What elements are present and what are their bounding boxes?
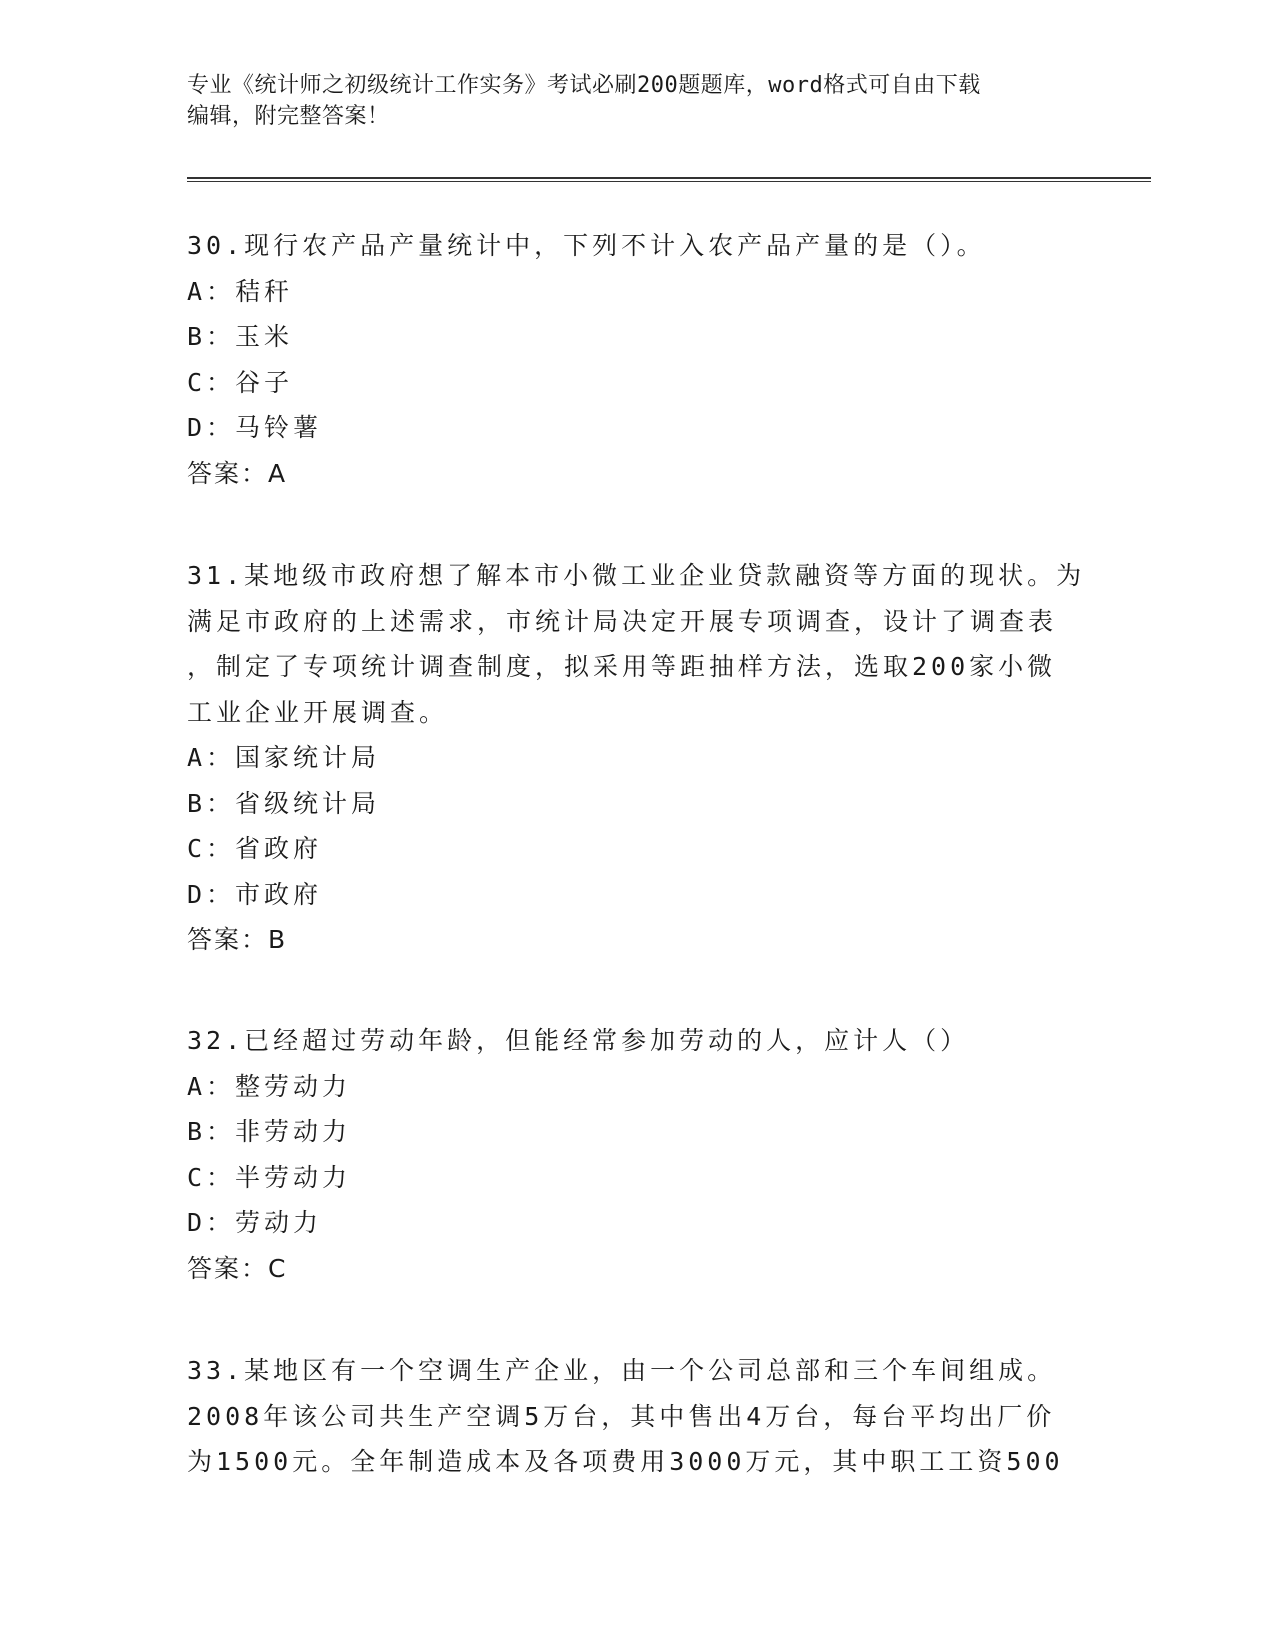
question-stem: 满足市政府的上述需求，市统计局决定开展专项调查，设计了调查表: [187, 606, 1058, 636]
option-a: A：国家统计局: [187, 743, 381, 772]
option-b: B：玉米: [187, 322, 294, 351]
question-stem: 32.已经超过劳动年龄，但能经常参加劳动的人，应计人（）: [187, 1026, 970, 1055]
question-stem: ，制定了专项统计调查制度，拟采用等距抽样方法，选取200家小微: [187, 652, 1057, 681]
option-b: B：非劳动力: [187, 1117, 352, 1146]
question-30: [187, 223, 1087, 496]
option-d: D：市政府: [187, 879, 323, 909]
answer-text: 答案：B: [187, 925, 288, 954]
header-divider: [187, 177, 1151, 182]
question-stem: 为1500元。全年制造成本及各项费用3000万元，其中职工工资500: [187, 1447, 1064, 1476]
answer-text: 答案：A: [187, 458, 288, 488]
option-a: A：整劳动力: [187, 1071, 352, 1101]
question-stem: 30.现行农产品产量统计中，下列不计入农产品产量的是（）。: [187, 231, 986, 260]
header-line: 专业《统计师之初级统计工作实务》考试必刷200题题库，word格式可自由下载: [187, 73, 981, 98]
question-stem: 31.某地级市政府想了解本市小微工业企业贷款融资等方面的现状。为: [187, 561, 1086, 590]
option-c: C：谷子: [187, 367, 294, 397]
option-c: C：省政府: [187, 834, 323, 863]
question-32: [187, 1018, 1087, 1291]
question-stem: 工业企业开展调查。: [187, 697, 449, 727]
question-31: [187, 553, 1087, 963]
question-stem: 33.某地区有一个空调生产企业，由一个公司总部和三个车间组成。: [187, 1356, 1057, 1385]
document-header: [187, 70, 1087, 132]
question-stem: 2008年该公司共生产空调5万台，其中售出4万台，每台平均出厂价: [187, 1401, 1056, 1431]
option-a: A：秸秆: [187, 276, 294, 306]
question-33: [187, 1348, 1087, 1485]
option-d: D：劳动力: [187, 1208, 323, 1237]
option-b: B：省级统计局: [187, 788, 381, 818]
header-line: 编辑，附完整答案！: [187, 104, 390, 129]
option-c: C：半劳动力: [187, 1162, 352, 1192]
answer-text: 答案：C: [187, 1253, 288, 1283]
option-d: D：马铃薯: [187, 413, 323, 442]
